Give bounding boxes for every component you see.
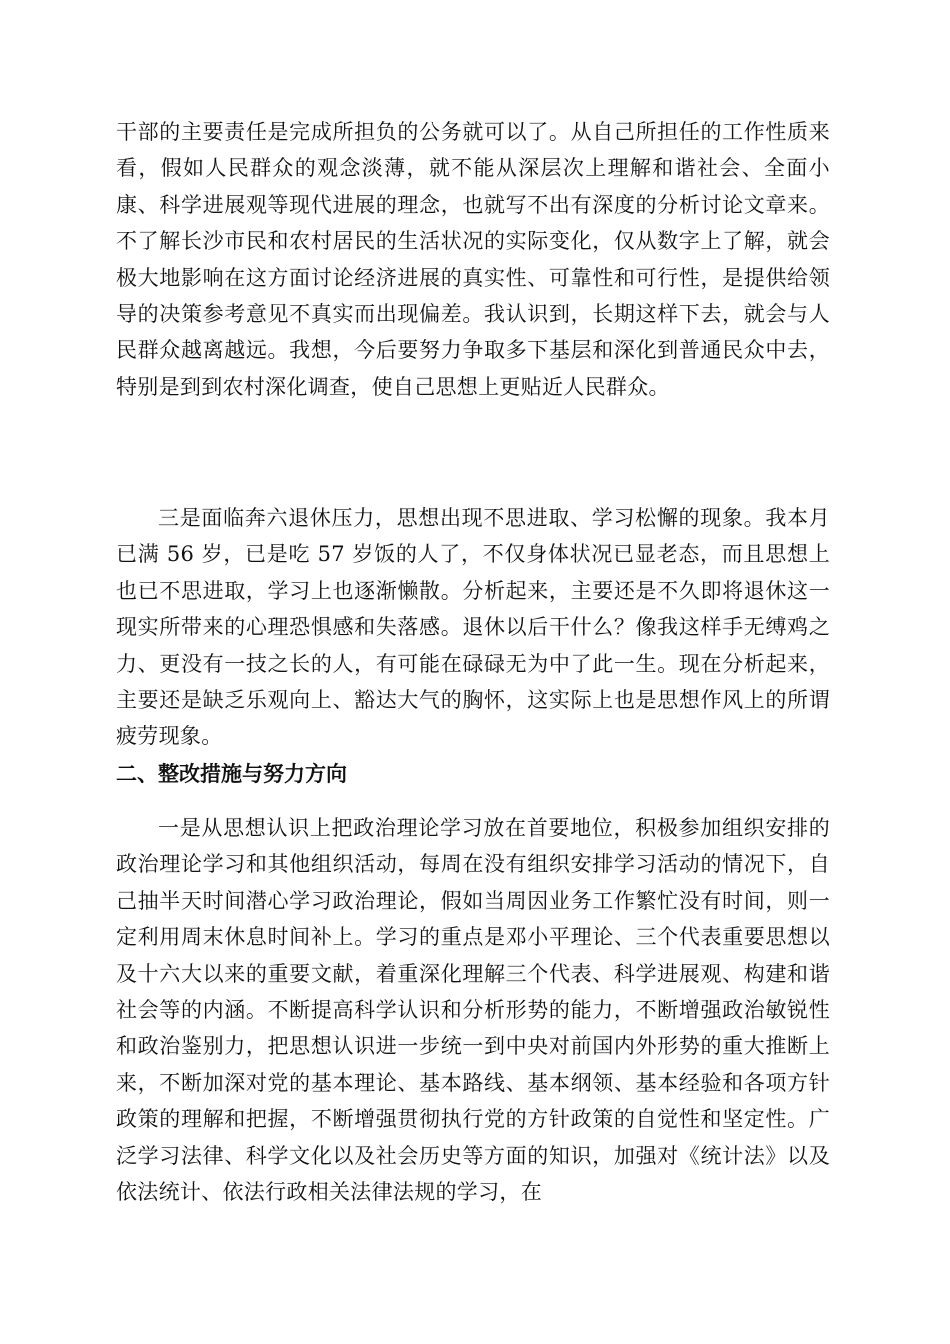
section-heading: 二、整改措施与努力方向	[116, 762, 347, 786]
body-paragraph-1: 干部的主要责任是完成所担负的公务就可以了。从自己所担任的工作性质来看，假如人民群众的观念淡薄，就不能从深层次上理解和谐社会、全面小康、科学进展观等现代进展的理念，也就写不出有深度的分析讨论文章来。不了解长沙市民和农村居民的生活状况的实际变化，仅从数字上了解，就会极大地影响在这方面讨论经济进展的真实性、可靠性和可行性，是提供给领导的决策参考意见不真实而出现偏差。我认识到，长期这样下去，就会与人民群众越离越远。我想，今后要努力争取多下基层和深化到普通民众中去，特别是到到农村深化调查，使自己思想上更贴近人民群众。	[116, 120, 830, 399]
body-paragraph-2: 三是面临奔六退休压力，思想出现不思进取、学习松懈的现象。我本月已满 56 岁，已是吃 57 岁饭的人了，不仅身体状况已显老态，而且思想上也已不思进取，学习上也逐渐懒散。分析起来，主要还是不久即将退休这一现实所带来的心理恐惧感和失落感。退休以后干什么？像我这样手无缚鸡之力、更没有一技之长的人，有可能在碌碌无为中了此一生。现在分析起来，主要还是缺乏乐观向上、豁达大气的胸怀，这实际上也是思想作风上的所谓疲劳现象。	[116, 506, 830, 749]
body-paragraph-3: 一是从思想认识上把政治理论学习放在首要地位，积极参加组织安排的政治理论学习和其他组织活动，每周在没有组织安排学习活动的情况下，自己抽半天时间潜心学习政治理论，假如当周因业务工作繁忙没有时间，则一定利用周末休息时间补上。学习的重点是邓小平理论、三个代表重要思想以及十六大以来的重要文献，着重深化理解三个代表、科学进展观、构建和谐社会等的内涵。不断提高科学认识和分析形势的能力，不断增强政治敏锐性和政治鉴别力，把思想认识进一步统一到中央对前国内外形势的重大推断上来，不断加深对党的基本理论、基本路线、基本纲领、基本经验和各项方针政策的理解和把握，不断增强贯彻执行党的方针政策的自觉性和坚定性。广泛学习法律、科学文化以及社会历史等方面的知识，加强对《统计法》以及依法统计、依法行政相关法律法规的学习，在	[116, 816, 830, 1205]
